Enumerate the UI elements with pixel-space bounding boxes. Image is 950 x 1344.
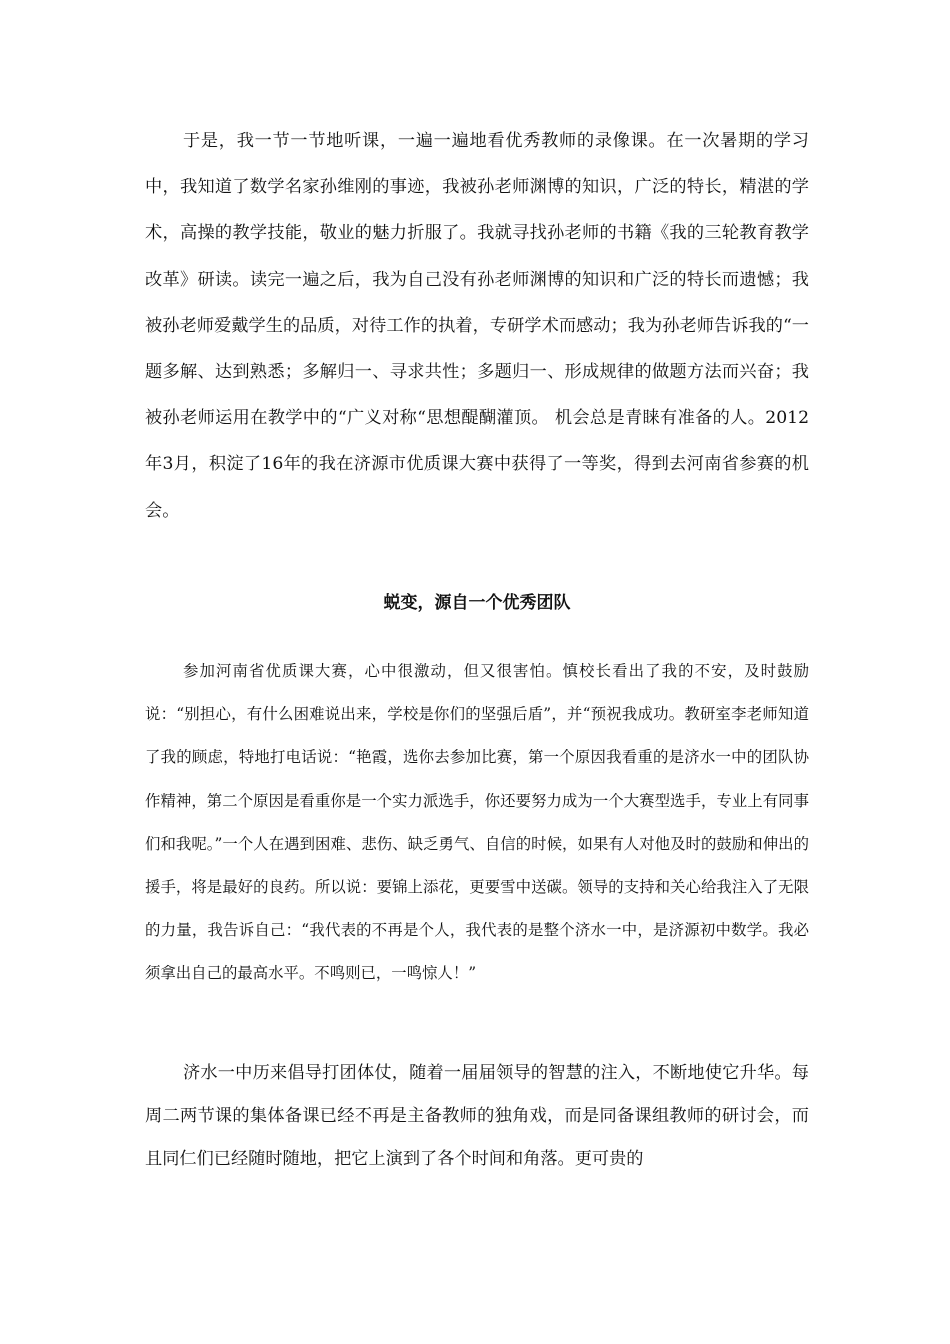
paragraph-team-collaboration: 济水一中历来倡导打团体仗，随着一届届领导的智慧的注入，不断地使它升华。每周二两节课的集体备课已经不再是主备教师的独角戏，而是同备课组教师的研讨会，而且同仁们已经随时随地，把它上演到了各个时间和角落。更可贵的 (145, 1063, 809, 1169)
paragraph-sun-weigang-study: 于是，我一节一节地听课，一遍一遍地看优秀教师的录像课。在一次暑期的学习中，我知道了数学名家孙维刚的事迹，我被孙老师渊博的知识，广泛的特长，精湛的学术，高操的教学技能，敬业的魅力折服了。我就寻找孙老师的书籍《我的三轮教育教学改革》研读。读完一遍之后，我为自己没有孙老师渊博的知识和广泛的特长而遗憾；我被孙老师爱戴学生的品质，对待工作的执着，专研学术而感动；我为孙老师告诉我的“一题多解、达到熟悉；多解归一、寻求共性；多题归一、形成规律的做题方法而兴奋；我被孙老师运用在教学中的“广义对称“思想醍醐灌顶。 机会总是青睐有准备的人。2012年3月，积淀了16年的我在济源市优质课大赛中获得了一等奖，得到去河南省参赛的机会。 (145, 131, 809, 521)
section-heading: 蜕变，源自一个优秀团队 (383, 593, 571, 613)
paragraph-provincial-contest: 参加河南省优质课大赛，心中很激动，但又很害怕。慎校长看出了我的不安，及时鼓励说：“别担心，有什么困难说出来，学校是你们的坚强后盾”，并“预祝我成功。教研室李老师知道了我的顾虑，特地打电话说：“艳霞，选你去参加比赛，第一个原因我看重的是济水一中的团队协作精神，第二个原因是看重你是一个实力派选手，你还要努力成为一个大赛型选手，专业上有同事们和我呢。”一个人在遇到困难、悲伤、缺乏勇气、自信的时候，如果有人对他及时的鼓励和伸出的援手，将是最好的良药。所以说：要锦上添花，更要雪中送碳。领导的支持和关心给我注入了无限的力量，我告诉自己：“我代表的不再是个人，我代表的是整个济水一中，是济源初中数学。我必须拿出自己的最高水平。不鸣则已，一鸣惊人！” (145, 662, 809, 983)
